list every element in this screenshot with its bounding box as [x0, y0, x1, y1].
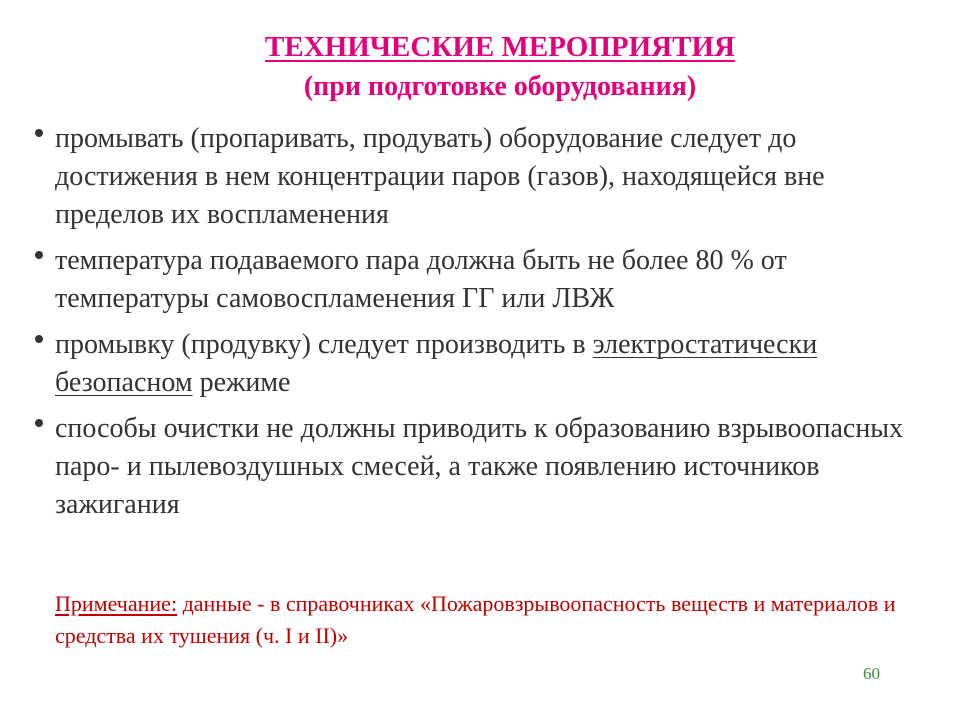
bullet-text: температура подаваемого пара должна быть не более 80 % от температуры самовоспламенения ГГ или ЛВЖ — [55, 245, 787, 314]
bullet-dot-icon — [35, 251, 43, 259]
bullet-dot-icon — [35, 129, 43, 137]
footnote-text: данные - в справочниках «Пожаровзрывоопасность веществ и материалов и средства их тушения (ч. I и II)» — [55, 591, 896, 648]
bullet-text-start: промывку (продувку) следует производить в — [55, 329, 593, 360]
bullet-dot-icon — [35, 419, 43, 427]
bullet-text: способы очистки не должны приводить к образованию взрывоопасных паро- и пылевоздушных смесей, а также появлению источников зажигания — [55, 413, 904, 520]
slide-subtitle: (при подготовке оборудования) — [303, 71, 697, 102]
page-number: 60 — [863, 664, 880, 683]
footnote — [55, 588, 935, 652]
bullet-text-end: режиме — [192, 367, 291, 398]
bullet-item — [35, 120, 925, 234]
bullet-item — [35, 242, 925, 318]
bullet-dot-icon — [35, 335, 43, 343]
bullet-underlined-phrase: электростатически безопасном — [55, 329, 818, 398]
bullet-list — [35, 120, 925, 532]
bullet-item — [35, 326, 925, 402]
bullet-item — [35, 410, 925, 524]
slide-title: ТЕХНИЧЕСКИЕ МЕРОПРИЯТИЯ — [265, 31, 735, 63]
footnote-label: Примечание: — [55, 591, 178, 616]
bullet-text: промывать (пропаривать, продувать) оборудование следует до достижения в нем концентрации паров (газов), находящейся вне пределов их воспламенения — [55, 123, 825, 230]
